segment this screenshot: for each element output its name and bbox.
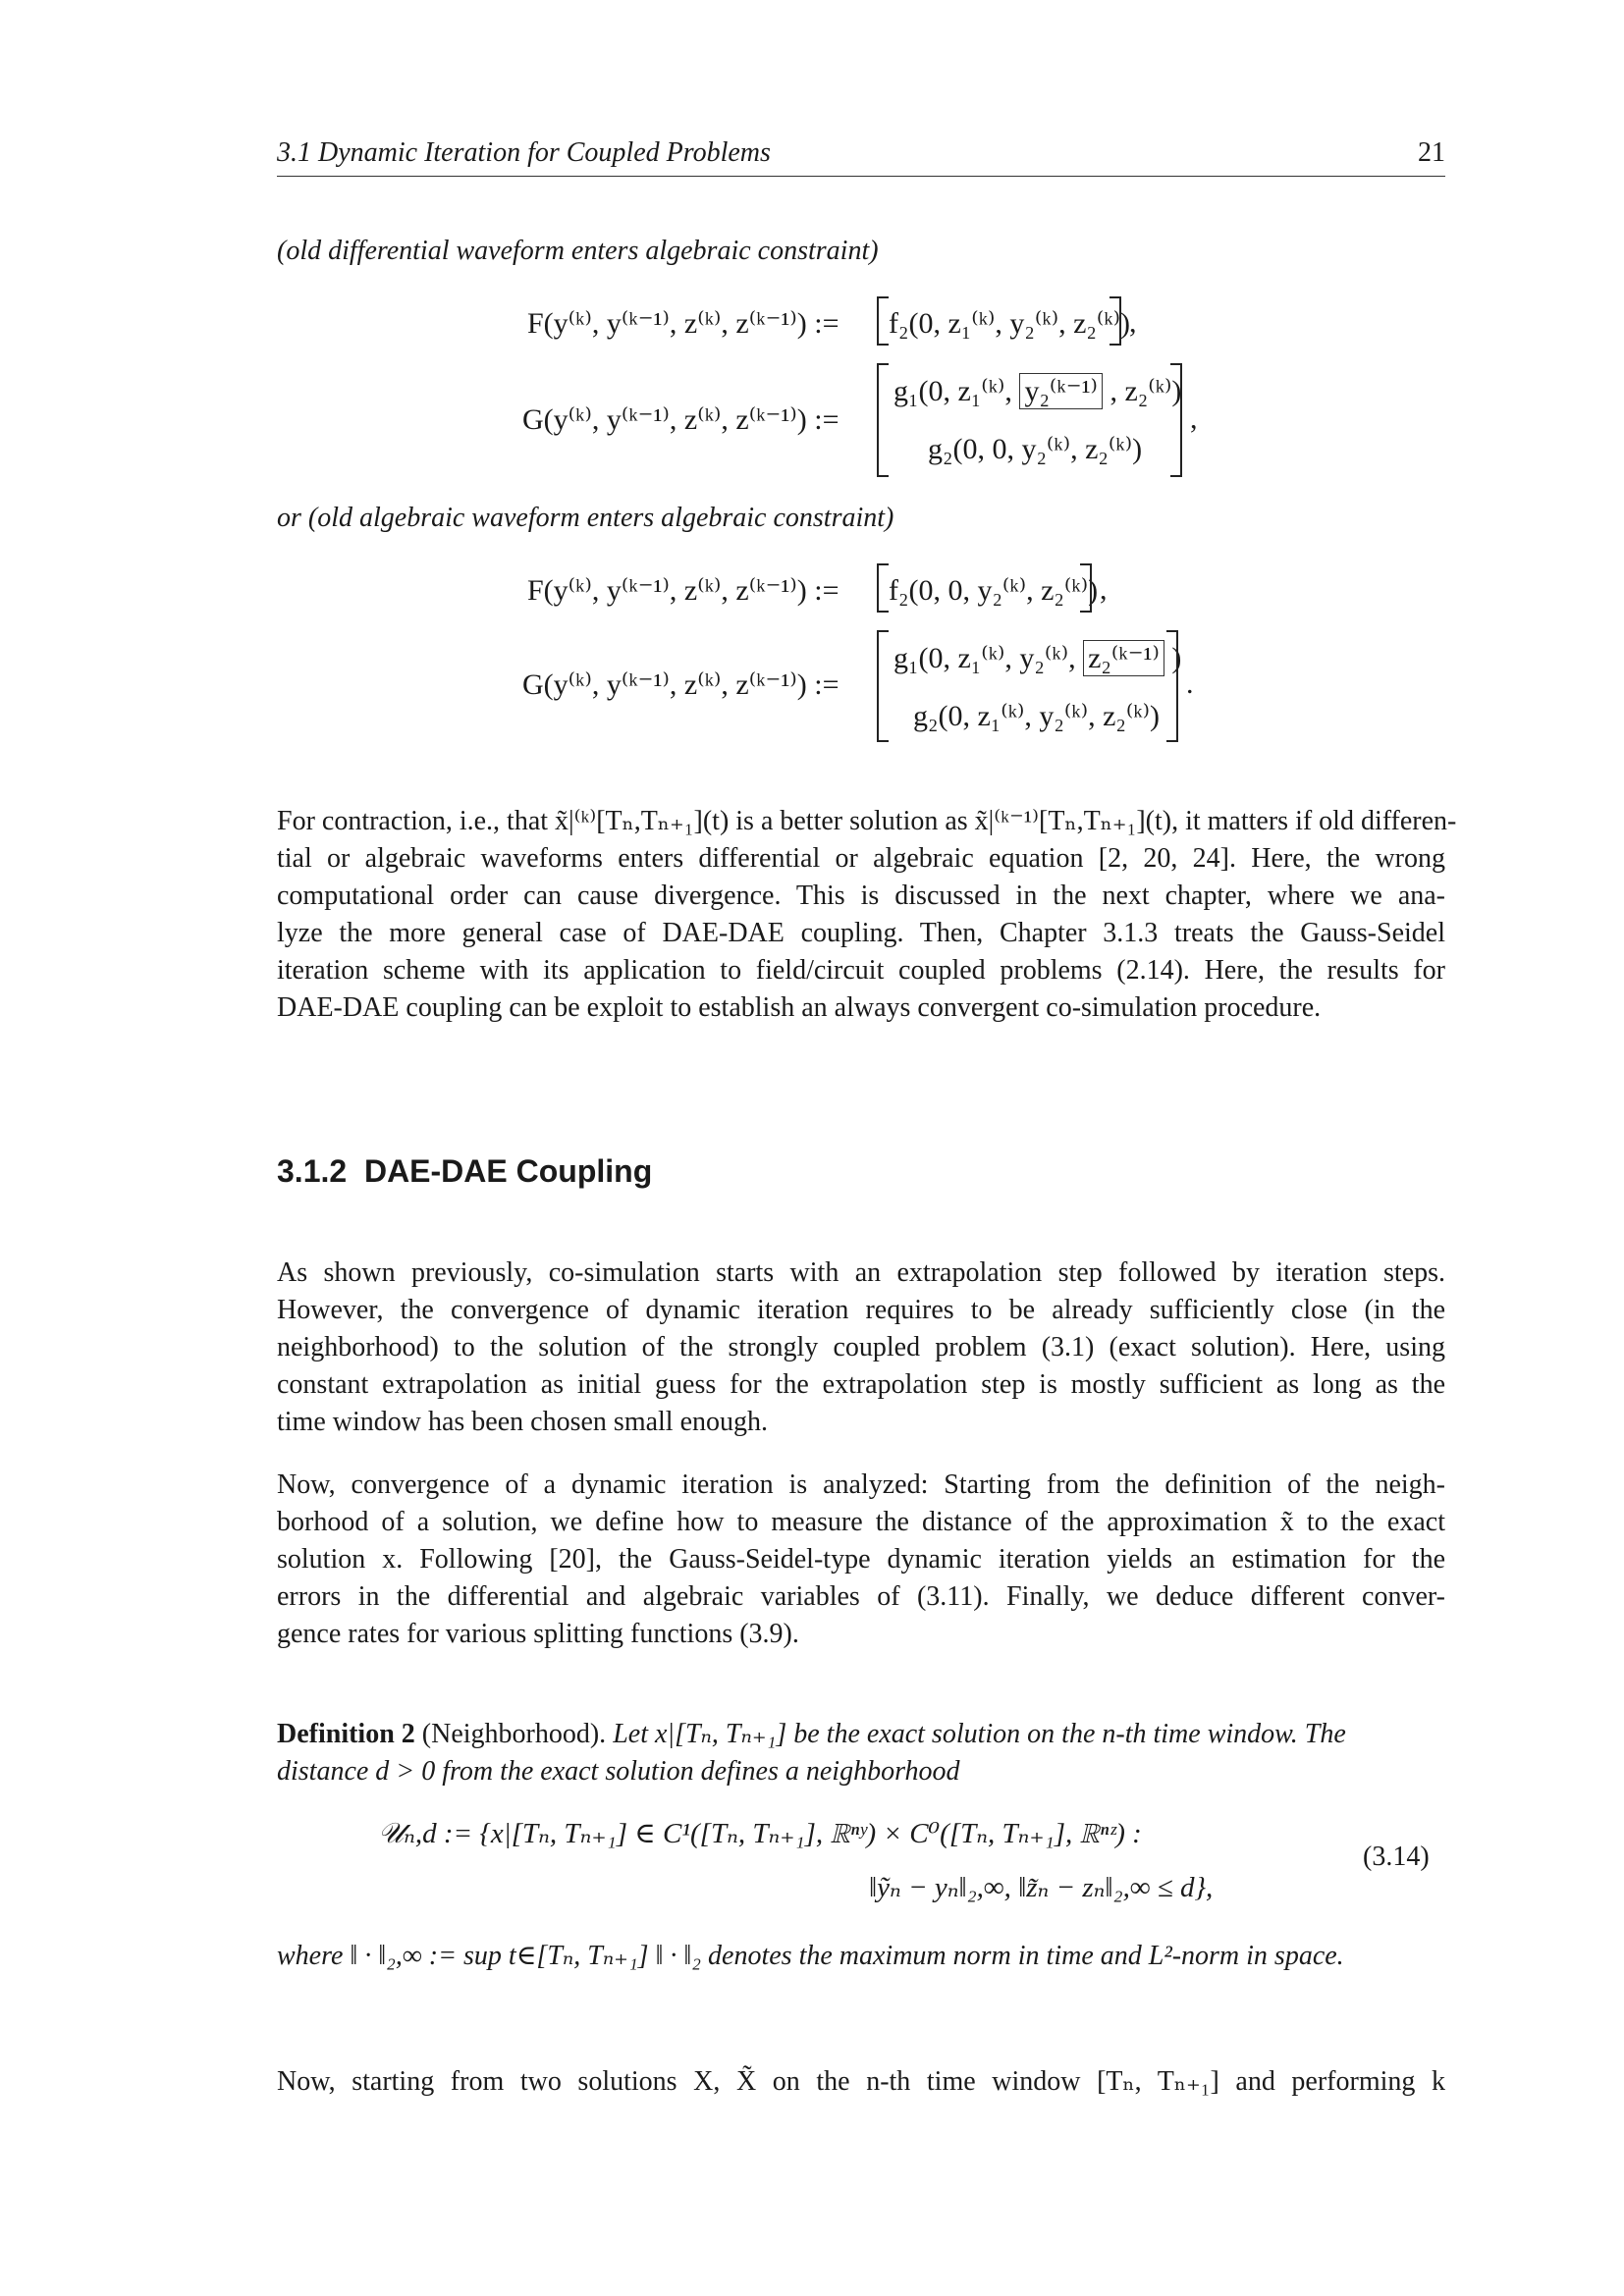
paragraph-line: However, the convergence of dynamic iteration requires to be already sufficiently close (in the xyxy=(277,1295,1445,1325)
case1-F-rhs: f₂(0, z₁⁽ᵏ⁾, y₂⁽ᵏ⁾, z₂⁽ᵏ⁾) xyxy=(889,307,1131,340)
paragraph-last xyxy=(277,2063,1445,2101)
case1-G-row2: g₂(0, 0, y₂⁽ᵏ⁾, z₂⁽ᵏ⁾) xyxy=(928,433,1143,465)
case1-F-bracket-left xyxy=(877,296,889,346)
paragraph-line: For contraction, i.e., that x̃|⁽ᵏ⁾[Tₙ,Tₙ₊₁](t) is a better solution as x̃|⁽ᵏ⁻¹⁾[Tₙ,Tₙ₊₁](t), it matters if old differen- xyxy=(277,806,1457,836)
paragraph-line: gence rates for various splitting functions (3.9). xyxy=(277,1619,799,1649)
paragraph-line: solution x. Following [20], the Gauss-Seidel-type dynamic iteration yields an estimation for the xyxy=(277,1544,1445,1575)
case2-F-comma: , xyxy=(1100,573,1108,606)
case2-G-row1-pre: g₁(0, z₁⁽ᵏ⁾, y₂⁽ᵏ⁾, xyxy=(893,642,1076,674)
paragraph-as-shown xyxy=(277,1255,1445,1441)
header-rule xyxy=(277,176,1445,177)
paragraph-line: lyze the more general case of DAE-DAE coupling. Then, Chapter 3.1.3 treats the Gauss-Seidel xyxy=(277,918,1445,948)
case2-G-row2: g₂(0, z₁⁽ᵏ⁾, y₂⁽ᵏ⁾, z₂⁽ᵏ⁾) xyxy=(913,700,1161,732)
definition-block xyxy=(277,1716,1445,1790)
case2-G-row1 xyxy=(893,640,1181,676)
case2-label: or (old algebraic waveform enters algebraic constraint) xyxy=(277,503,894,533)
case1-G-comma: , xyxy=(1190,402,1198,435)
page-number: 21 xyxy=(1418,137,1445,168)
neighborhood-equation-line-2: ‖ỹₙ − yₙ‖₂,∞, ‖z̃ₙ − zₙ‖₂,∞ ≤ d}, xyxy=(869,1872,1214,1903)
case2-F-bracket-right xyxy=(1080,563,1092,613)
equation-number: (3.14) xyxy=(1363,1842,1430,1872)
paragraph-line: errors in the differential and algebraic variables of (3.11). Finally, we deduce different conver- xyxy=(277,1581,1445,1612)
paragraph-line: neighborhood) to the solution of the strongly coupled problem (3.1) (exact solution). Here, using xyxy=(277,1332,1445,1362)
case1-G-bracket-right xyxy=(1170,363,1182,477)
definition-name: (Neighborhood). xyxy=(421,1719,607,1749)
section-title: DAE-DAE Coupling xyxy=(363,1153,653,1189)
case1-G-row1-pre: g₁(0, z₁⁽ᵏ⁾, xyxy=(893,375,1012,407)
paragraph-line: Now, starting from two solutions X, X̃ on the n-th time window [Tₙ, Tₙ₊₁] and performing k xyxy=(277,2066,1445,2097)
neighborhood-equation-line-1: 𝒰ₙ,d := {x|[Tₙ, Tₙ₊₁] ∈ C¹([Tₙ, Tₙ₊₁], ℝⁿʸ) × C⁰([Tₙ, Tₙ₊₁], ℝⁿᶻ) : xyxy=(378,1818,1142,1849)
paragraph-line: Now, convergence of a dynamic iteration is analyzed: Starting from the definition of the neigh- xyxy=(277,1469,1445,1500)
paragraph-line: As shown previously, co-simulation starts with an extrapolation step followed by iteration steps. xyxy=(277,1257,1445,1288)
paragraph-convergence xyxy=(277,1467,1445,1653)
case1-F-bracket-right xyxy=(1110,296,1121,346)
case2-G-row1-post: ) xyxy=(1171,642,1182,674)
paragraph-line: time window has been chosen small enough. xyxy=(277,1407,769,1437)
paragraph-line: tial or algebraic waveforms enters differential or algebraic equation [2, 20, 24]. Here, the wrong xyxy=(277,843,1445,874)
case1-G-bracket-left xyxy=(877,363,889,477)
case2-F-bracket-left xyxy=(877,563,889,613)
paragraph-line: constant extrapolation as initial guess for the extrapolation step is mostly sufficient as long as the xyxy=(277,1369,1445,1400)
case2-G-lhs: G(y⁽ᵏ⁾, y⁽ᵏ⁻¹⁾, z⁽ᵏ⁾, z⁽ᵏ⁻¹⁾) := xyxy=(522,668,839,701)
case2-G-row1-boxed-term: z₂⁽ᵏ⁻¹⁾ xyxy=(1083,640,1164,676)
paragraph-line: iteration scheme with its application to field/circuit coupled problems (2.14). Here, the results for xyxy=(277,955,1445,986)
case1-G-row1 xyxy=(893,373,1181,409)
case2-G-period: . xyxy=(1186,667,1194,700)
definition-where-line: where ‖ · ‖₂,∞ := sup t∈[Tₙ, Tₙ₊₁] ‖ · ‖₂ denotes the maximum norm in time and L²-norm in space. xyxy=(277,1941,1344,1971)
definition-text-1: Let x|[Tₙ, Tₙ₊₁] be the exact solution on the n-th time window. The xyxy=(613,1719,1346,1749)
case1-F-lhs: F(y⁽ᵏ⁾, y⁽ᵏ⁻¹⁾, z⁽ᵏ⁾, z⁽ᵏ⁻¹⁾) := xyxy=(527,307,839,340)
case1-G-row1-post: , z₂⁽ᵏ⁾) xyxy=(1110,375,1182,407)
section-number: 3.1.2 xyxy=(277,1153,348,1189)
case1-label: (old differential waveform enters algebraic constraint) xyxy=(277,236,879,266)
case1-G-row1-boxed-term: y₂⁽ᵏ⁻¹⁾ xyxy=(1019,373,1103,409)
case1-F-comma: , xyxy=(1129,306,1137,339)
case2-F-lhs: F(y⁽ᵏ⁾, y⁽ᵏ⁻¹⁾, z⁽ᵏ⁾, z⁽ᵏ⁻¹⁾) := xyxy=(527,574,839,607)
case2-G-bracket-right xyxy=(1166,630,1178,742)
definition-line-2: distance d > 0 from the exact solution defines a neighborhood xyxy=(277,1756,960,1787)
case1-G-lhs: G(y⁽ᵏ⁾, y⁽ᵏ⁻¹⁾, z⁽ᵏ⁾, z⁽ᵏ⁻¹⁾) := xyxy=(522,403,839,436)
definition-line-1 xyxy=(277,1716,1445,1753)
case2-G-bracket-left xyxy=(877,630,889,742)
paragraph-contraction xyxy=(277,803,1457,1027)
running-header-title: 3.1 Dynamic Iteration for Coupled Problems xyxy=(277,137,771,168)
paragraph-line: borhood of a solution, we define how to measure the distance of the approximation x̃ to the exact xyxy=(277,1507,1445,1537)
section-heading xyxy=(277,1153,652,1190)
paragraph-line: computational order can cause divergence. This is discussed in the next chapter, where we ana- xyxy=(277,881,1445,911)
definition-label: Definition 2 xyxy=(277,1719,415,1749)
case2-F-rhs: f₂(0, 0, y₂⁽ᵏ⁾, z₂⁽ᵏ⁾) xyxy=(889,574,1099,607)
paragraph-line: DAE-DAE coupling can be exploit to establish an always convergent co-simulation procedure. xyxy=(277,992,1322,1023)
